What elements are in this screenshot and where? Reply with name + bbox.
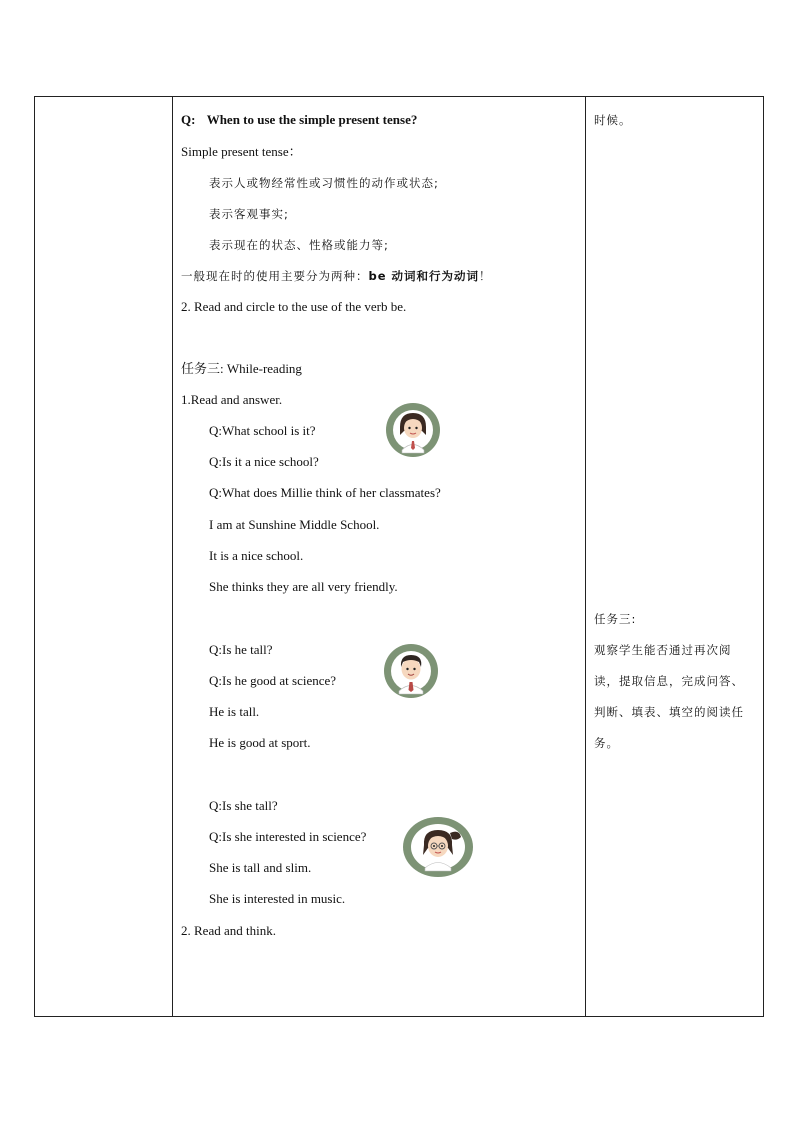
- usage-item-1: 表示人或物经常性或习惯性的动作或状态;: [209, 176, 439, 190]
- summary-suffix: ！: [479, 269, 492, 283]
- notes-task3-line-4: 务。: [594, 736, 619, 750]
- millie-answer-3: She thinks they are all very friendly.: [209, 579, 398, 594]
- girl-question-1: Q:Is she tall?: [209, 798, 278, 813]
- millie-answer-2: It is a nice school.: [209, 548, 304, 563]
- boy-answer-2: He is good at sport.: [209, 735, 311, 750]
- simple-present-heading: Simple present tense：: [181, 144, 302, 159]
- millie-question-1: Q:What school is it?: [209, 423, 316, 438]
- girl-avatar-icon: [401, 815, 475, 879]
- boy-avatar-icon: [382, 642, 440, 700]
- girl-answer-2: She is interested in music.: [209, 891, 346, 906]
- notes-task3-line-3: 判断、填表、填空的阅读任: [594, 705, 744, 719]
- task2-step2: 2. Read and circle to the use of the verb be.: [181, 299, 407, 314]
- summary-prefix: 一般现在时的使用主要分为两种：: [181, 269, 369, 283]
- usage-item-2: 表示客观事实;: [209, 207, 289, 221]
- millie-question-3: Q:What does Millie think of her classmates?: [209, 485, 441, 500]
- question-label: Q:: [181, 112, 196, 127]
- summary-line: [181, 268, 492, 284]
- boy-answer-1: He is tall.: [209, 704, 260, 719]
- notes-task3-line-1: 观察学生能否通过再次阅: [594, 643, 732, 657]
- notes-column: [586, 97, 764, 1017]
- girl-answer-1: She is tall and slim.: [209, 860, 312, 875]
- notes-continuation: 时候。: [594, 113, 632, 127]
- millie-answer-1: I am at Sunshine Middle School.: [209, 517, 380, 532]
- girl-question-2: Q:Is she interested in science?: [209, 829, 367, 844]
- lesson-plan-table: [34, 96, 764, 1017]
- summary-bold: be 动词和行为动词: [368, 269, 480, 283]
- boy-question-1: Q:Is he tall?: [209, 642, 273, 657]
- millie-question-2: Q:Is it a nice school?: [209, 454, 319, 469]
- notes-task3-label: 任务三:: [594, 612, 637, 626]
- boy-question-2: Q:Is he good at science?: [209, 673, 337, 688]
- teaching-content-column: [173, 97, 586, 1017]
- question-heading: [181, 112, 417, 128]
- millie-avatar-icon: [384, 401, 442, 459]
- blank-left-column: [35, 97, 173, 1017]
- task3-step1: 1.Read and answer.: [181, 392, 283, 407]
- notes-task3-line-2: 读，提取信息，完成问答、: [594, 674, 744, 688]
- task3-step2: 2. Read and think.: [181, 923, 276, 938]
- task3-heading: 任务三: While-reading: [181, 361, 302, 376]
- question-text: When to use the simple present tense?: [206, 112, 418, 127]
- usage-item-3: 表示现在的状态、性格或能力等;: [209, 238, 389, 252]
